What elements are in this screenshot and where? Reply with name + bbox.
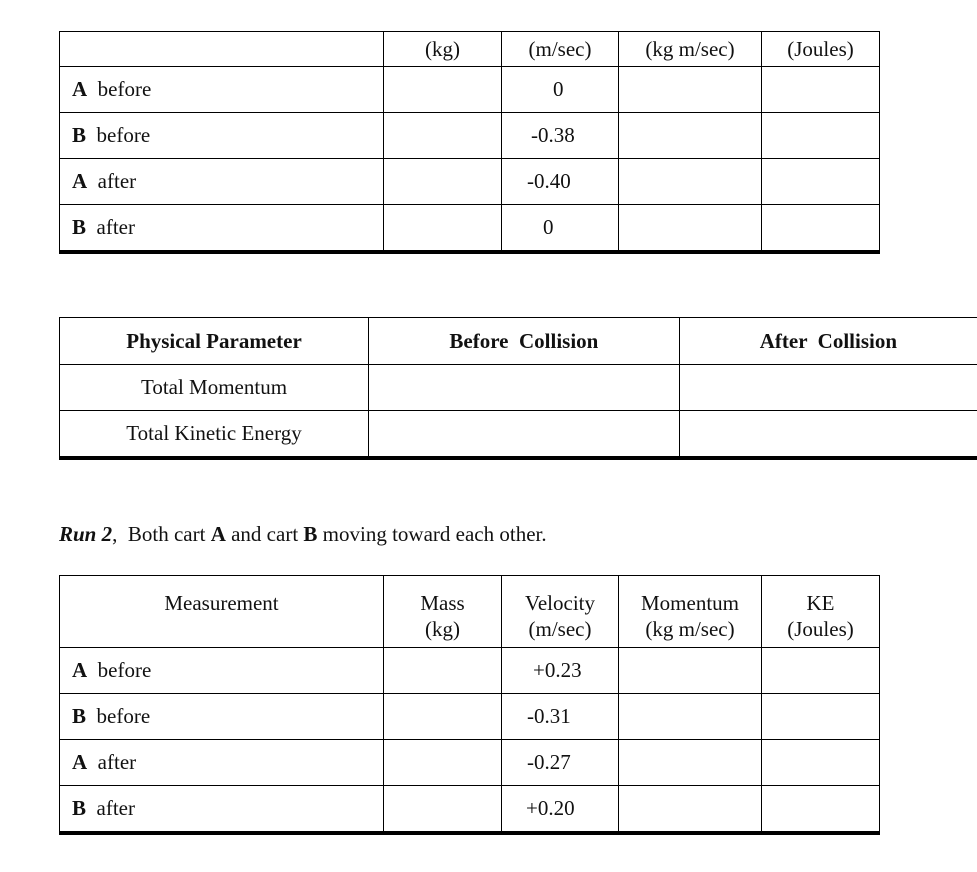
table-row	[60, 159, 880, 205]
mass-cell[interactable]	[384, 205, 502, 253]
momentum-cell[interactable]	[619, 205, 762, 253]
header-before-collision: Before Collision	[369, 318, 680, 365]
ke-cell[interactable]	[762, 159, 880, 205]
table-row	[60, 694, 880, 740]
measurement-label-cell	[60, 648, 384, 694]
momentum-cell[interactable]	[619, 159, 762, 205]
mass-cell[interactable]	[384, 159, 502, 205]
ke-cell[interactable]	[762, 205, 880, 253]
run2-text: moving toward each other.	[317, 522, 547, 546]
ke-cell[interactable]	[762, 648, 880, 694]
table-row	[60, 740, 880, 786]
cart-a-label: A	[210, 522, 226, 546]
header-velocity: Velocity (m/sec)	[502, 576, 619, 648]
when-label: after	[97, 169, 137, 193]
run2-caption	[59, 521, 547, 547]
table-row	[60, 205, 880, 253]
when-label: after	[96, 796, 135, 820]
cart-label: B	[72, 796, 87, 820]
ke-cell[interactable]	[762, 67, 880, 113]
momentum-cell[interactable]	[619, 694, 762, 740]
measurement-label-cell	[60, 67, 384, 113]
header-momentum: Momentum (kg m/sec)	[619, 576, 762, 648]
ke-cell[interactable]	[762, 786, 880, 834]
ke-cell[interactable]	[762, 113, 880, 159]
header-physical-parameter: Physical Parameter	[60, 318, 369, 365]
units-header-cell: (kg)	[384, 32, 502, 67]
velocity-cell: +0.23	[502, 648, 619, 694]
units-header-cell	[60, 32, 384, 67]
measurement-label-cell	[60, 113, 384, 159]
momentum-cell[interactable]	[619, 740, 762, 786]
units-header-cell: (Joules)	[762, 32, 880, 67]
header-after-collision: After Collision	[679, 318, 977, 365]
measurement-label-cell	[60, 205, 384, 253]
run1-measurement-table	[59, 31, 880, 254]
momentum-cell[interactable]	[619, 113, 762, 159]
when-label: before	[97, 77, 152, 101]
header-row	[60, 576, 880, 648]
table-row	[60, 113, 880, 159]
table-row	[60, 411, 977, 459]
when-label: before	[96, 704, 151, 728]
mass-cell[interactable]	[384, 786, 502, 834]
before-cell[interactable]	[369, 365, 680, 411]
cart-label: B	[72, 123, 87, 147]
cart-label: B	[72, 704, 87, 728]
after-cell[interactable]	[679, 411, 977, 459]
table-row	[60, 67, 880, 113]
mass-cell[interactable]	[384, 740, 502, 786]
mass-cell[interactable]	[384, 648, 502, 694]
measurement-label-cell	[60, 159, 384, 205]
cart-b-label: B	[303, 522, 318, 546]
when-label: after	[96, 215, 135, 239]
header-measurement: Measurement	[60, 576, 384, 648]
before-cell[interactable]	[369, 411, 680, 459]
run2-label: Run 2	[59, 522, 113, 546]
measurement-label-cell	[60, 786, 384, 834]
velocity-cell: 0	[502, 205, 619, 253]
when-label: before	[96, 123, 151, 147]
when-label: after	[97, 750, 137, 774]
mass-cell[interactable]	[384, 694, 502, 740]
measurement-label-cell	[60, 694, 384, 740]
momentum-cell[interactable]	[619, 67, 762, 113]
table-row	[60, 786, 880, 834]
totals-table	[59, 317, 977, 460]
cart-label: A	[72, 169, 88, 193]
mass-cell[interactable]	[384, 67, 502, 113]
run2-text: , Both cart	[112, 522, 211, 546]
ke-cell[interactable]	[762, 694, 880, 740]
velocity-cell: 0	[502, 67, 619, 113]
velocity-cell: -0.27	[502, 740, 619, 786]
units-header-cell: (m/sec)	[502, 32, 619, 67]
cart-label: A	[72, 77, 88, 101]
cart-label: A	[72, 658, 88, 682]
when-label: before	[97, 658, 152, 682]
table-row	[60, 365, 977, 411]
header-mass: Mass (kg)	[384, 576, 502, 648]
mass-cell[interactable]	[384, 113, 502, 159]
header-ke: KE (Joules)	[762, 576, 880, 648]
measurement-label-cell	[60, 740, 384, 786]
momentum-cell[interactable]	[619, 786, 762, 834]
momentum-cell[interactable]	[619, 648, 762, 694]
units-header-row	[60, 32, 880, 67]
velocity-cell: -0.31	[502, 694, 619, 740]
cart-label: B	[72, 215, 87, 239]
run2-measurement-table	[59, 575, 880, 835]
totals-header-row	[60, 318, 977, 365]
velocity-cell: -0.40	[502, 159, 619, 205]
velocity-cell: -0.38	[502, 113, 619, 159]
run2-text: and cart	[225, 522, 304, 546]
cart-label: A	[72, 750, 88, 774]
velocity-cell: +0.20	[502, 786, 619, 834]
table-row	[60, 648, 880, 694]
parameter-label: Total Momentum	[60, 365, 369, 411]
ke-cell[interactable]	[762, 740, 880, 786]
parameter-label: Total Kinetic Energy	[60, 411, 369, 459]
units-header-cell: (kg m/sec)	[619, 32, 762, 67]
after-cell[interactable]	[679, 365, 977, 411]
